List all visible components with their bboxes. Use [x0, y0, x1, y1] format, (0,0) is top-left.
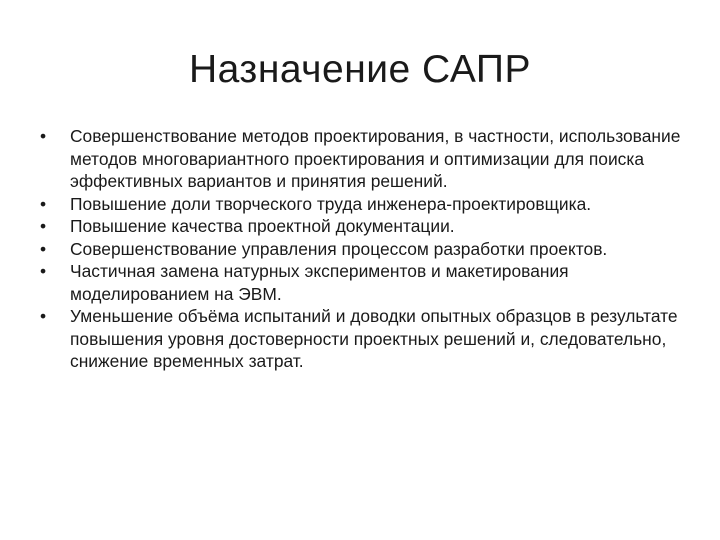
list-item: [40, 260, 705, 305]
bullet-icon: •: [40, 216, 47, 236]
list-item: [40, 125, 705, 193]
list-item: [40, 238, 705, 261]
list-item-text: Уменьшение объёма испытаний и доводки опытных образцов в результате повышения уровня достоверности проектных решений и, следовательно, снижение временных затрат.: [70, 306, 678, 371]
bullet-icon: •: [40, 261, 47, 281]
list-item-text: Повышение доли творческого труда инженера-проектировщика.: [70, 193, 592, 214]
list-item-text: Частичная замена натурных экспериментов и макетирования моделированием на ЭВМ.: [70, 261, 569, 304]
list-item-text: Повышение качества проектной документации.: [70, 216, 455, 236]
slide-title: Назначение САПР: [189, 48, 531, 91]
bullet-icon: •: [40, 193, 47, 214]
bullet-icon: •: [40, 306, 47, 326]
bullet-list: [40, 125, 705, 373]
list-item-text: Совершенствование методов проектирования, в частности, использование методов многовариантного проектирования и оптимизации для поиска эффективных вариантов и принятия решений.: [70, 126, 681, 191]
list-item-text: Совершенствование управления процессом разработки проектов.: [70, 238, 608, 259]
list-item: [40, 305, 705, 373]
list-item: [40, 215, 705, 238]
list-item: [40, 193, 705, 216]
bullet-icon: •: [40, 238, 47, 259]
bullet-icon: •: [40, 126, 47, 146]
